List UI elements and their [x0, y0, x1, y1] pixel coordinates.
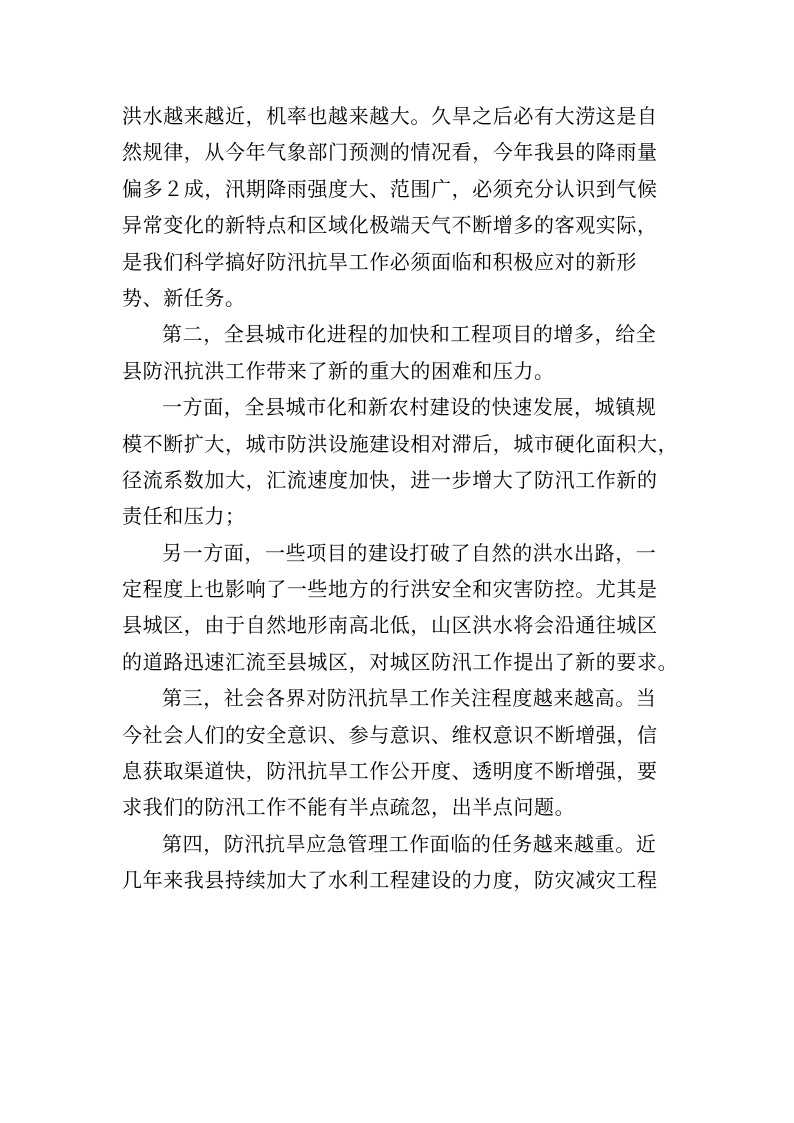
- text-line: 第三，社会各界对防汛抗旱工作关注程度越来越高。当: [162, 686, 657, 711]
- body-text: [122, 98, 679, 899]
- text-line: 息获取渠道快，防汛抗旱工作公开度、透明度不断增强，要: [122, 759, 658, 784]
- text-line: 定程度上也影响了一些地方的行洪安全和灾害防控。尤其是: [122, 577, 658, 602]
- text-line: 洪水越来越近，机率也越来越大。久旱之后必有大涝这是自: [122, 104, 658, 128]
- text-line: 责任和压力；: [122, 504, 246, 529]
- text-line: 然规律，从今年气象部门预测的情况看，今年我县的降雨量: [122, 140, 658, 165]
- text-line: 偏多２成，汛期降雨强度大、范围广，必须充分认识到气候: [122, 176, 658, 201]
- text-line: 径流系数加大，汇流速度加快，进一步增大了防汛工作新的: [122, 467, 658, 492]
- text-line: 一方面，全县城市化和新农村建设的快速发展，城镇规: [162, 395, 657, 420]
- text-line: 的道路迅速汇流至县城区，对城区防汛工作提出了新的要求。: [122, 649, 679, 674]
- text-line: 另一方面，一些项目的建设打破了自然的洪水出路，一: [162, 540, 657, 565]
- text-line: 模不断扩大，城市防洪设施建设相对滞后，城市硬化面积大，: [122, 431, 679, 456]
- text-line: 县城区，由于自然地形南高北低，山区洪水将会沿通往城区: [122, 613, 658, 638]
- text-line: 求我们的防汛工作不能有半点疏忽，出半点问题。: [122, 795, 576, 820]
- text-line: 几年来我县持续加大了水利工程建设的力度，防灾减灾工程: [122, 868, 658, 893]
- text-line: 第四，防汛抗旱应急管理工作面临的任务越来越重。近: [162, 831, 657, 856]
- text-line: 势、新任务。: [122, 285, 246, 310]
- text-line: 是我们科学搞好防汛抗旱工作必须面临和积极应对的新形: [122, 249, 637, 274]
- text-line: 今社会人们的安全意识、参与意识、维权意识不断增强，信: [122, 722, 658, 747]
- text-line: 县防汛抗洪工作带来了新的重大的困难和压力。: [122, 358, 555, 383]
- text-line: 第二，全县城市化进程的加快和工程项目的增多，给全: [162, 322, 657, 347]
- text-line: 异常变化的新特点和区域化极端天气不断增多的客观实际，: [122, 213, 658, 238]
